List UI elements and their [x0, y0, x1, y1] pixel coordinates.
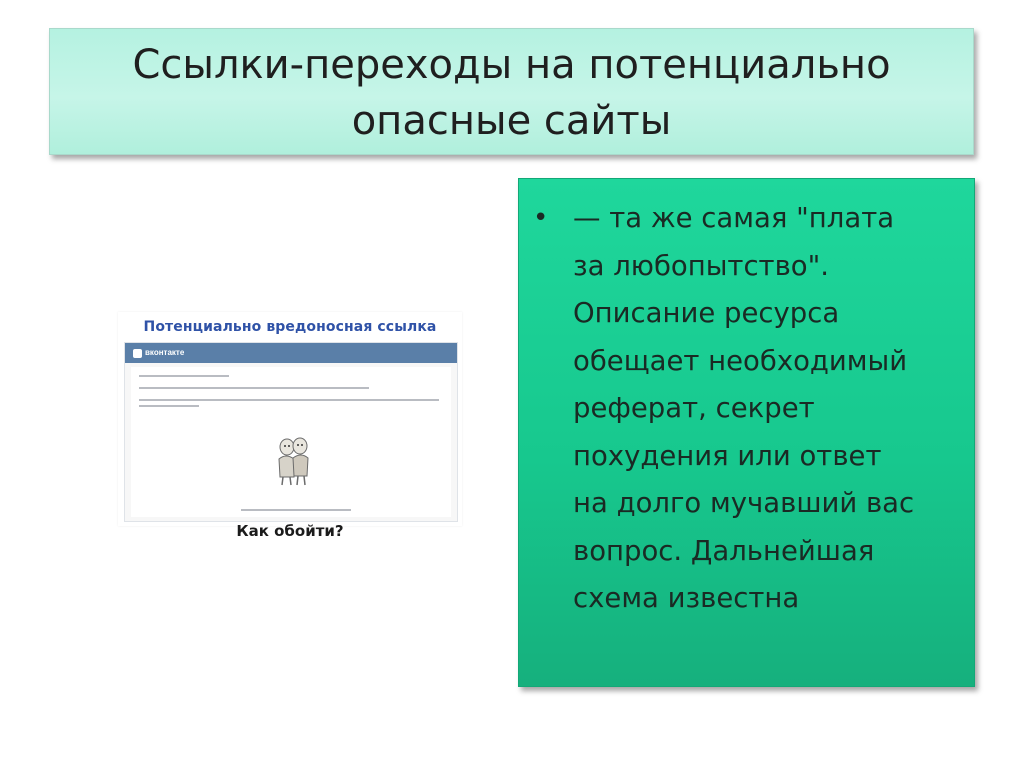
- vk-header-bar: [125, 343, 457, 363]
- slide-title: Ссылки-переходы на потенциально опасные сайты: [132, 41, 891, 144]
- screenshot-heading: Потенциально вредоносная ссылка: [143, 319, 437, 335]
- blurred-text-line: [139, 375, 229, 377]
- vk-brand-label: вконтакте: [145, 348, 185, 357]
- screenshot-frame: [124, 342, 458, 522]
- title-box: [49, 28, 974, 155]
- screenshot-body: [131, 367, 451, 517]
- blurred-text-line: [139, 387, 369, 389]
- embedded-screenshot: [118, 312, 462, 526]
- blurred-text-line: [139, 405, 199, 407]
- cartoon-figure-icon: [270, 435, 316, 487]
- content-box: [518, 178, 975, 687]
- blurred-text-line: [139, 399, 439, 401]
- bullet-icon: •: [533, 203, 549, 233]
- bullet-text: — та же самая "плата за любопытство". Описание ресурса обещает необходимый реферат, секрет похудения или ответ на долго мучавший вас вопрос. Дальнейшая схема известна: [573, 202, 915, 614]
- vk-logo: [133, 346, 184, 360]
- vk-logo-icon: [133, 349, 142, 358]
- blurred-footer-line: [241, 509, 351, 511]
- screenshot-question: Как обойти?: [236, 522, 344, 540]
